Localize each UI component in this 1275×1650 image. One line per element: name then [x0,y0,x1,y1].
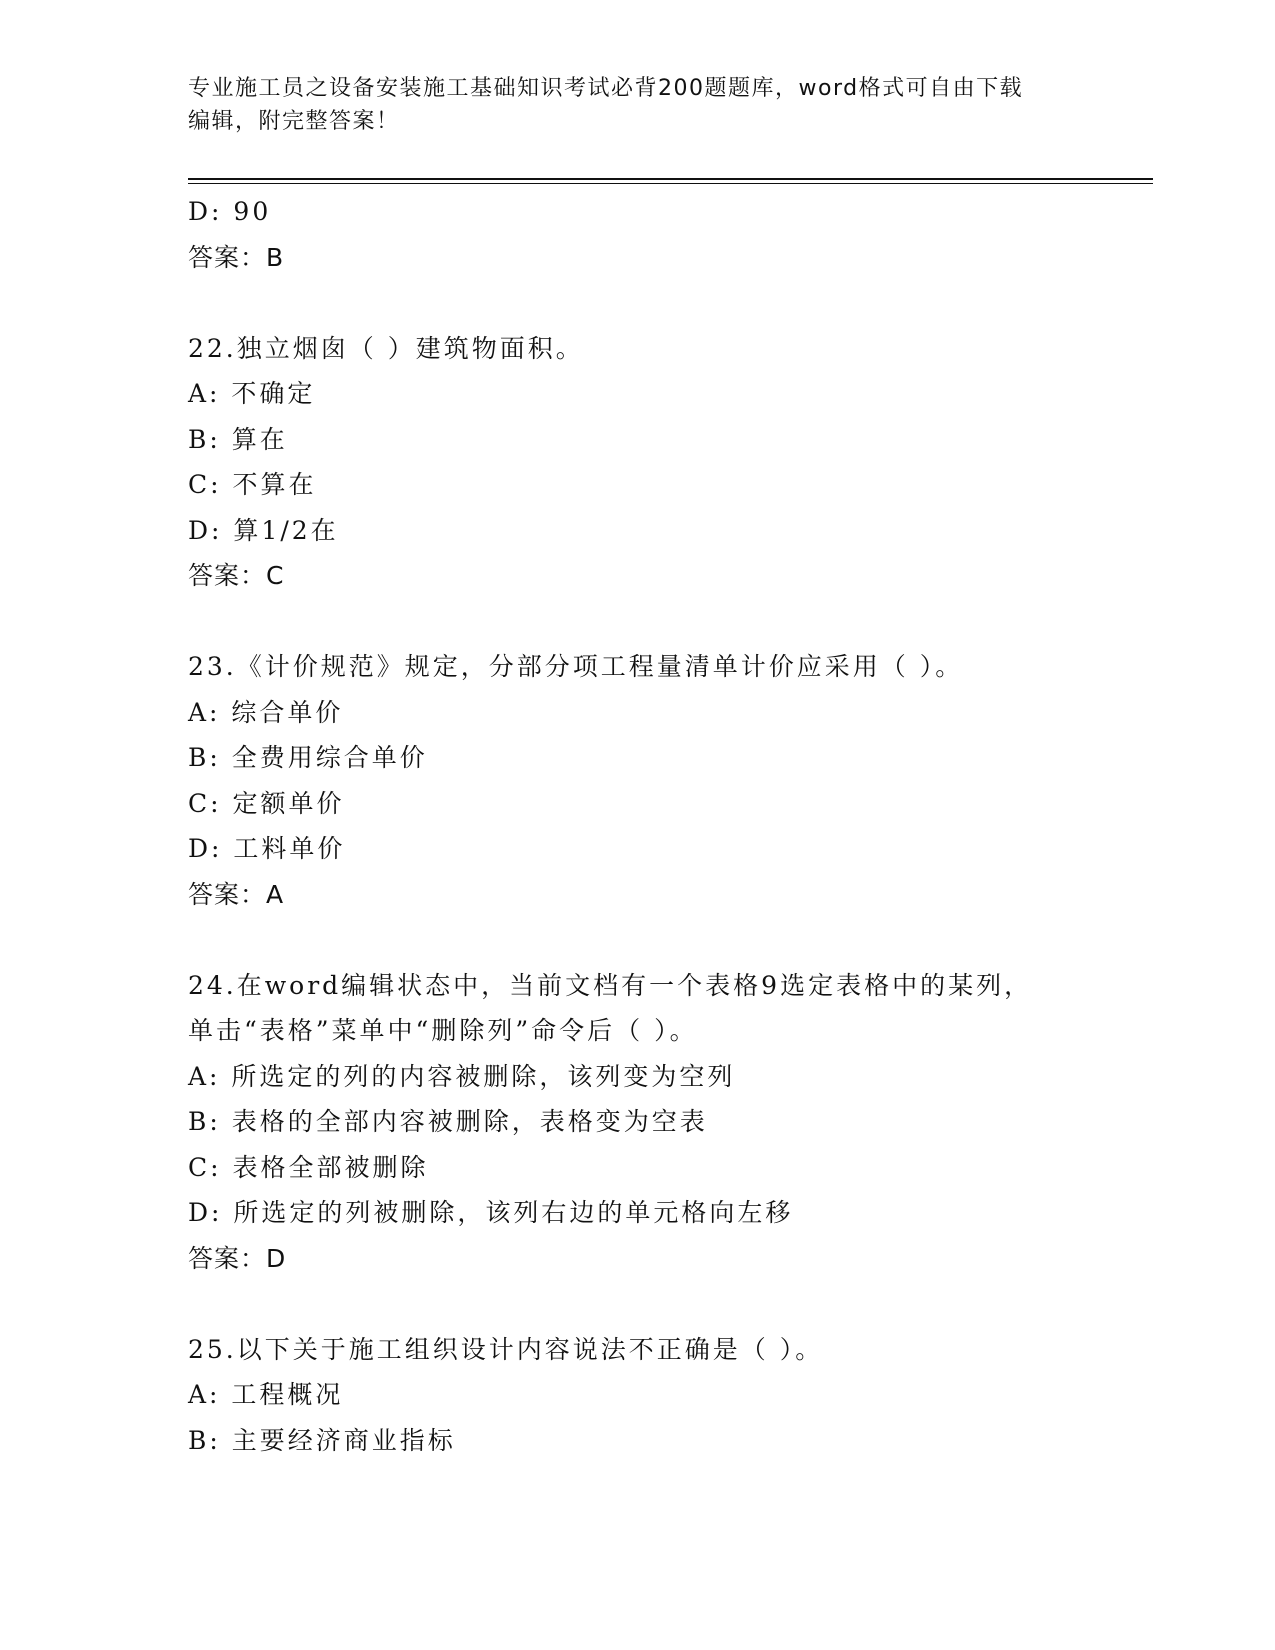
question-stem: 25.以下关于施工组织设计内容说法不正确是（ ）。 [188,1334,824,1364]
page-header [188,72,1088,138]
header-rule-thick [188,178,1153,180]
question-25 [188,1327,1088,1464]
question-list [188,189,1088,1463]
option-a: A: 所选定的列的内容被删除，该列变为空列 [188,1061,736,1091]
spacer [188,917,1088,963]
option-b: B: 全费用综合单价 [188,743,428,772]
option-c: C: 表格全部被删除 [188,1152,429,1182]
option-b: B: 主要经济商业指标 [188,1425,456,1455]
spacer [188,599,1088,645]
option-a: A: 工程概况 [188,1380,344,1409]
answer: 答案：C [188,561,285,590]
question-22 [188,326,1088,599]
option-d: D: 工料单价 [188,834,346,863]
option-b: B: 表格的全部内容被删除，表格变为空表 [188,1107,708,1136]
answer: 答案：D [188,1243,287,1273]
question-stem-line-2: 单击“表格”菜单中“删除列”命令后（ ）。 [188,1016,698,1045]
question-24 [188,963,1088,1282]
option-d: D: 所选定的列被删除，该列右边的单元格向左移 [188,1198,794,1227]
header-title-line-1: 专业施工员之设备安装施工基础知识考试必背200题题库，word格式可自由下载 [188,76,1024,101]
q21-option-d: D: 90 [188,197,272,226]
question-stem: 23.《计价规范》规定，分部分项工程量清单计价应采用（ ）。 [188,652,964,681]
question-stem-line-1: 24.在word编辑状态中，当前文档有一个表格9选定表格中的某列， [188,970,1033,1000]
spacer [188,280,1088,326]
option-d: D: 算1/2在 [188,515,339,545]
spacer [188,1281,1088,1327]
answer: 答案：A [188,879,285,909]
option-b: B: 算在 [188,424,288,454]
question-23 [188,644,1088,917]
header-rule-thin [188,183,1153,184]
option-c: C: 不算在 [188,470,317,499]
option-a: A: 综合单价 [188,697,344,727]
header-title-line-2: 编辑，附完整答案！ [188,109,400,134]
q21-answer: 答案：B [188,242,285,272]
option-a: A: 不确定 [188,379,316,408]
option-c: C: 定额单价 [188,788,345,818]
question-stem: 22.独立烟囱（ ）建筑物面积。 [188,333,584,363]
